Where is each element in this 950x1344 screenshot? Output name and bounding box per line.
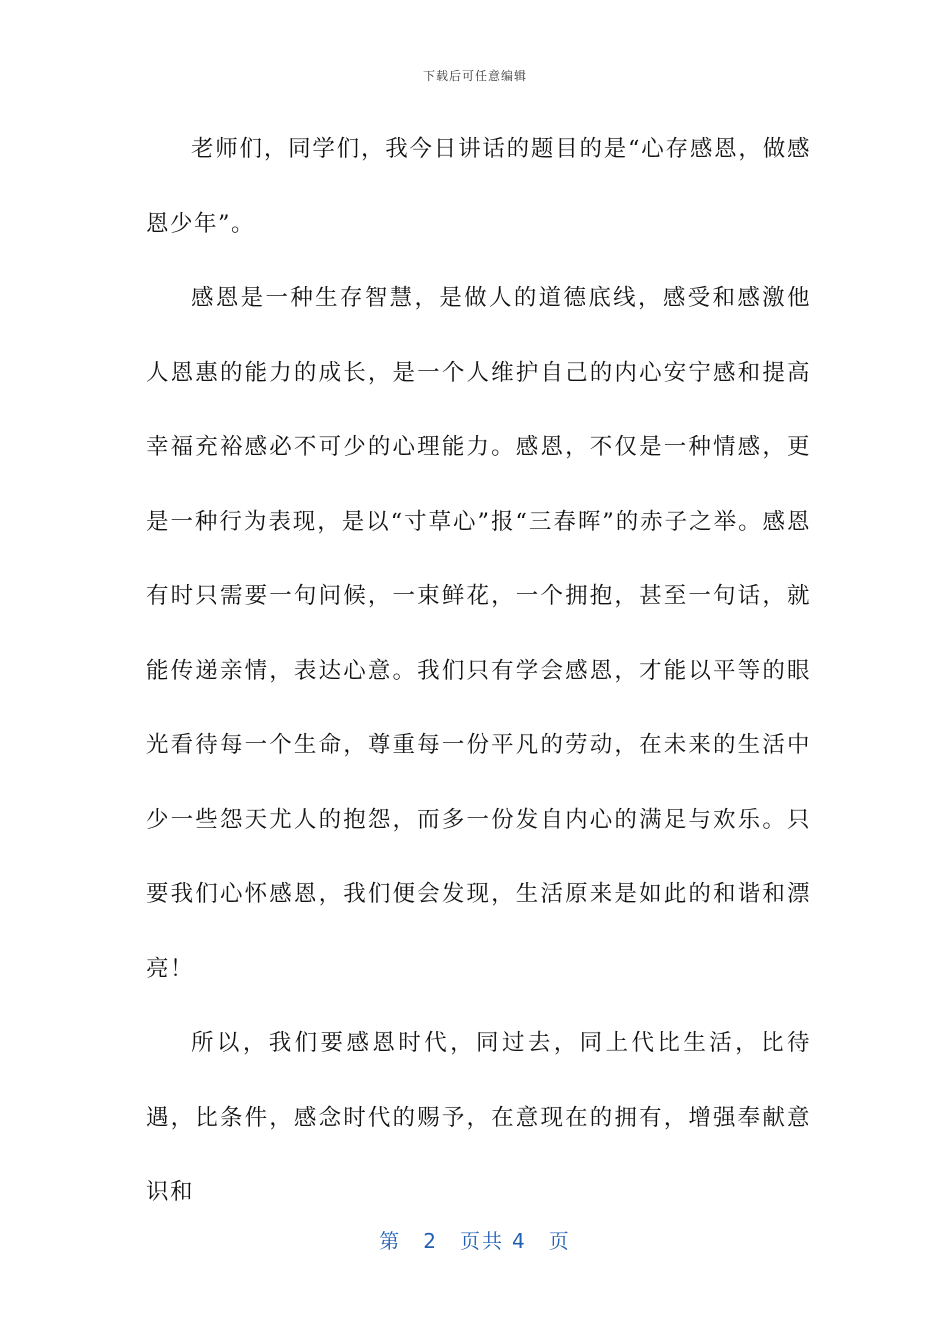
page-number-footer [0,1225,950,1254]
footer-suffix: 页 [548,1229,571,1253]
paragraph-2: 感恩是一种生存智慧，是做人的道德底线，感受和感激他人恩惠的能力的成长，是一个人维护自己的内心安宁感和提高幸福充裕感必不可少的心理能力。感恩，不仅是一种情感，更是一种行为表现，是以“寸草心”报“三春晖”的赤子之举。感恩有时只需要一句问候，一束鲜花，一个拥抱，甚至一句话，就能传递亲情，表达心意。我们只有学会感恩，才能以平等的眼光看待每一个生命，尊重每一份平凡的劳动，在未来的生活中少一些怨天尤人的抱怨，而多一份发自内心的满足与欢乐。只要我们心怀感恩，我们便会发现，生活原来是如此的和谐和漂亮！ [146,285,811,982]
footer-current-page: 2 [423,1229,438,1253]
footer-middle: 页共 [460,1229,504,1253]
paragraph-1: 老师们，同学们，我今日讲话的题目的是“心存感恩，做感恩少年”。 [146,136,811,237]
body-text [146,112,811,1230]
paragraph-3: 所以，我们要感恩时代，同过去，同上代比生活，比待遇，比条件，感念时代的赐予，在意现在的拥有，增强奉献意识和 [146,1030,811,1205]
footer-total-pages: 4 [512,1229,527,1253]
header-note: 下载后可任意编辑 [422,69,527,83]
footer-prefix: 第 [379,1229,402,1253]
